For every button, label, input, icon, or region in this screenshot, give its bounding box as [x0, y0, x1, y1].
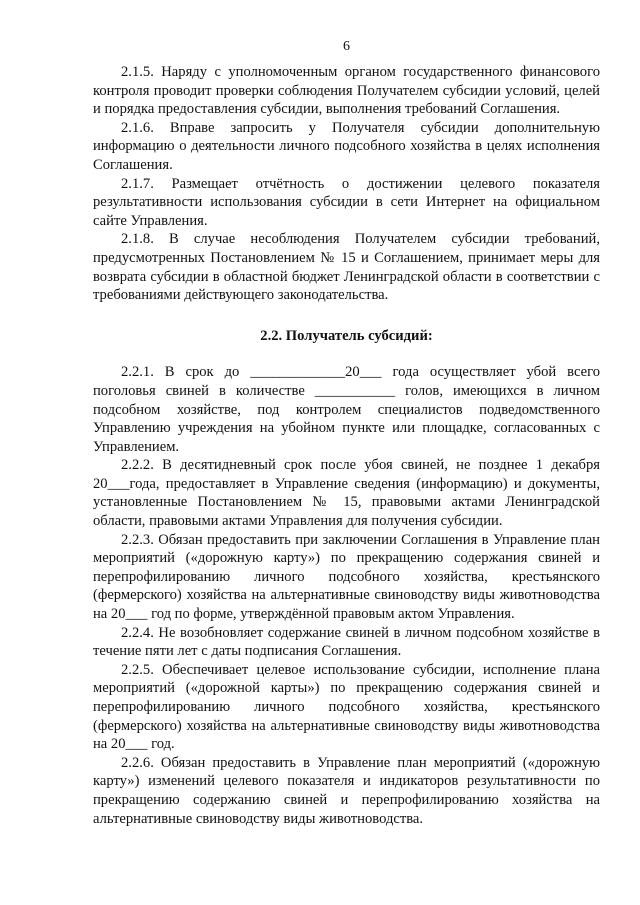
- paragraph-2-1-6: 2.1.6. Вправе запросить у Получателя субсидии дополнительную информацию о деятельности личного подсобного хозяйства в целях исполнения Соглашения.: [93, 119, 600, 173]
- paragraph-2-2-2: 2.2.2. В десятидневный срок после убоя свиней, не позднее 1 декабря 20___года, предоставляет в Управление сведения (информацию) и документы, установленные Постановлением № 15, правовыми актами Ленинградской области, правовыми актами Управления для получения субсидии.: [93, 457, 600, 530]
- paragraph-2-1-8: 2.1.8. В случае несоблюдения Получателем субсидии требований, предусмотренных Постановлением № 15 и Соглашением, принимает меры для возврата субсидии в областной бюджет Ленинградской области в соответствии с требованиями действующего законодательства.: [93, 231, 600, 304]
- paragraph-2-2-3: 2.2.3. Обязан предоставить при заключении Соглашения в Управление план мероприятий («дорожную карту») по прекращению содержания свиней и перепрофилированию личного подсобного хозяйства, крестьянского (фермерского) хозяйства на альтернативные свиноводству виды животноводства на 20___ год по форме, утверждённой правовым актом Управления.: [93, 531, 600, 623]
- page-number: 6: [343, 39, 350, 54]
- document-body: [93, 63, 600, 828]
- section-title: 2.2. Получатель субсидий:: [260, 327, 433, 344]
- paragraph-2-2-4: 2.2.4. Не возобновляет содержание свиней в личном подсобном хозяйстве в течение пяти лет с даты подписания Соглашения.: [93, 624, 600, 660]
- paragraph-2-1-7: 2.1.7. Размещает отчётность о достижении целевого показателя результативности использования субсидии в сети Интернет на официальном сайте Управления.: [93, 175, 600, 229]
- paragraph-2-2-1: 2.2.1. В срок до _____________20___ года осуществляет убой всего поголовья свиней в количестве ___________ голов, имеющихся в личном подсобном хозяйстве, под контролем специалистов подведомственного Управлению учреждения на убойном пункте или площадке, согласованных с Управлением.: [93, 364, 600, 455]
- paragraph-2-2-5: 2.2.5. Обеспечивает целевое использование субсидии, исполнение плана мероприятий («дорожной карты») по прекращению содержания свиней и перепрофилированию личного подсобного хозяйства, крестьянского (фермерского) хозяйства на альтернативные свиноводству виды животноводства на 20___ год.: [93, 661, 600, 753]
- document-page: [93, 0, 600, 905]
- paragraph-2-2-6: 2.2.6. Обязан предоставить в Управление план мероприятий («дорожную карту») изменений целевого показателя и индикаторов результативности по прекращению содержанию свиней и перепрофилированию хозяйства на альтернативные свиноводству виды животноводства.: [93, 754, 600, 827]
- paragraph-2-1-5: 2.1.5. Наряду с уполномоченным органом государственного финансового контроля проводит проверки соблюдения Получателем субсидии условий, целей и порядка предоставления субсидии, выполнения требований Соглашения.: [93, 64, 600, 118]
